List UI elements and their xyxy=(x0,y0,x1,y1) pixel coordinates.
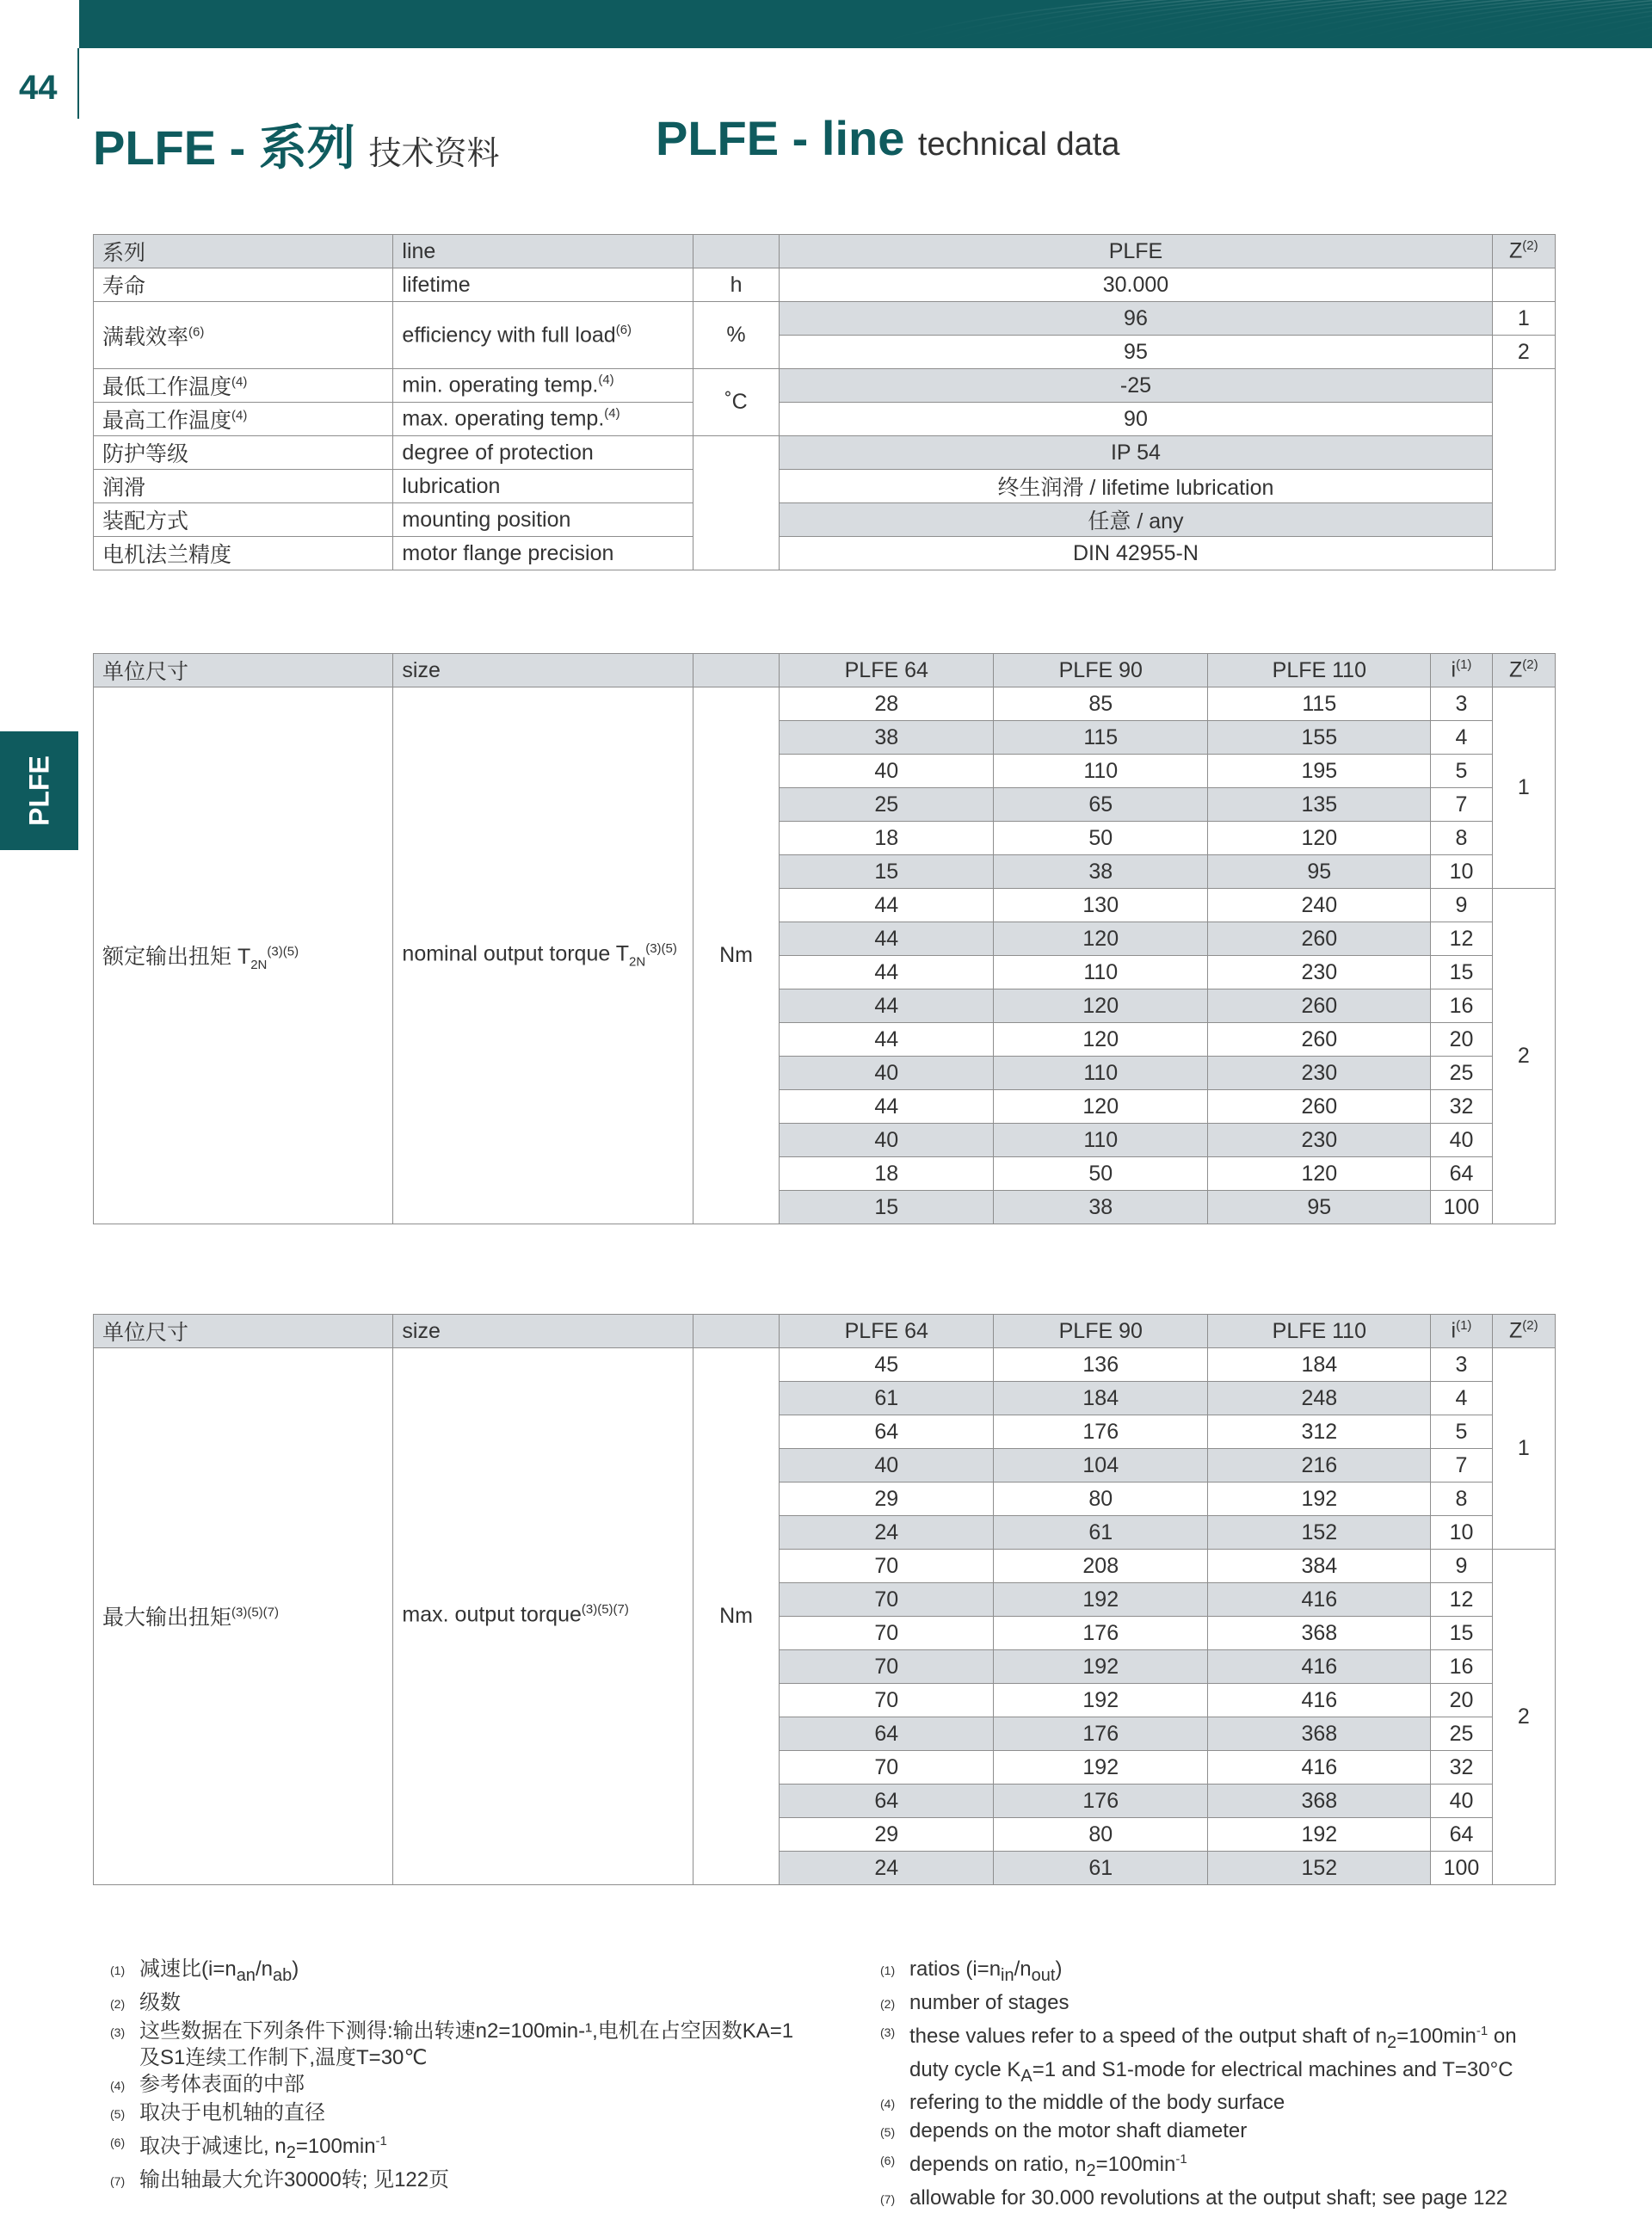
table-cell: 32 xyxy=(1431,1090,1492,1124)
table-cell: 260 xyxy=(1208,922,1431,956)
footnote xyxy=(110,1989,833,2018)
table-cell: 40 xyxy=(780,1449,994,1483)
table-cell: 110 xyxy=(994,755,1208,788)
table-cell: 136 xyxy=(994,1348,1208,1382)
table-cell: 216 xyxy=(1208,1449,1431,1483)
spec-row-mintemp xyxy=(94,369,1556,403)
hdr-en: size xyxy=(393,654,693,687)
table-cell: 64 xyxy=(780,1785,994,1818)
prot-cn: 防护等级 xyxy=(94,436,393,470)
col-header: PLFE 90 xyxy=(994,654,1208,687)
table-cell: 95 xyxy=(1208,1191,1431,1224)
torque-unit: Nm xyxy=(693,1348,779,1885)
table-cell: 12 xyxy=(1431,922,1492,956)
table-cell: 110 xyxy=(994,1124,1208,1157)
table-cell: 368 xyxy=(1208,1617,1431,1650)
table-cell: 135 xyxy=(1208,788,1431,822)
spec-hdr-en: line xyxy=(393,235,693,268)
torque-label-en: nominal output torque $T_{2N}^{(3)(5)}$ xyxy=(393,687,693,1224)
table-cell: 50 xyxy=(994,822,1208,855)
table-cell: 15 xyxy=(780,1191,994,1224)
hdr-cn: 单位尺寸 xyxy=(94,1315,393,1348)
table-cell: 25 xyxy=(1431,1057,1492,1090)
torque-label-en: max. output torque$^{(3)(5)(7)}$ xyxy=(393,1348,693,1885)
torque-header-row xyxy=(94,1315,1556,1348)
hdr-cn: 单位尺寸 xyxy=(94,654,393,687)
table-cell: 40 xyxy=(1431,1124,1492,1157)
spec-header-row xyxy=(94,235,1556,268)
footnote-text: depends on the motor shaft diameter xyxy=(909,2119,1248,2143)
table-cell: 15 xyxy=(780,855,994,889)
table-cell: 64 xyxy=(1431,1157,1492,1191)
prot-en: degree of protection xyxy=(393,436,693,470)
hdr-i: $i^{(1)}$ xyxy=(1431,654,1492,687)
table-row xyxy=(94,1348,1556,1382)
maxtemp-en: max. operating temp.$^{(4)}$ xyxy=(393,403,693,436)
mintemp-en: min. operating temp.$^{(4)}$ xyxy=(393,369,693,403)
table-cell: 100 xyxy=(1431,1191,1492,1224)
side-tab-label: PLFE xyxy=(23,755,54,826)
flange-cn: 电机法兰精度 xyxy=(94,537,393,570)
table-cell: 9 xyxy=(1431,889,1492,922)
title-cn xyxy=(93,110,499,179)
eff-cn: 满载效率$^{(6)}$ xyxy=(94,302,393,369)
table-cell: 260 xyxy=(1208,1090,1431,1124)
maxtemp-cn: 最高工作温度$^{(4)}$ xyxy=(94,403,393,436)
footnote xyxy=(880,2117,1569,2146)
hdr-en: size xyxy=(393,1315,693,1348)
table-cell: 15 xyxy=(1431,956,1492,989)
footnote-number: (6) xyxy=(110,2135,126,2149)
table-cell: 416 xyxy=(1208,1583,1431,1617)
table-cell: 44 xyxy=(780,889,994,922)
mintemp-cn: 最低工作温度$^{(4)}$ xyxy=(94,369,393,403)
table-cell: 192 xyxy=(1208,1483,1431,1516)
table-cell: 85 xyxy=(994,687,1208,721)
table-cell: 230 xyxy=(1208,1057,1431,1090)
table-cell: 368 xyxy=(1208,1785,1431,1818)
table-cell: 15 xyxy=(1431,1617,1492,1650)
mount-cn: 装配方式 xyxy=(94,503,393,537)
table-cell: 100 xyxy=(1431,1852,1492,1885)
footnote xyxy=(110,2071,833,2099)
table-cell: 70 xyxy=(780,1583,994,1617)
table-cell: 45 xyxy=(780,1348,994,1382)
spec-row-protection xyxy=(94,436,1556,470)
footnotes-cn xyxy=(110,1956,833,2195)
table-cell: 5 xyxy=(1431,1415,1492,1449)
spec-hdr-z: $Z^{(2)}$ xyxy=(1492,235,1555,268)
table-cell: 230 xyxy=(1208,1124,1431,1157)
table-cell: 416 xyxy=(1208,1684,1431,1717)
lub-cn: 润滑 xyxy=(94,470,393,503)
table-cell: 115 xyxy=(994,721,1208,755)
footnote-text: allowable for 30.000 revolutions at the output shaft; see page 122 xyxy=(909,2186,1508,2210)
table-cell: 192 xyxy=(994,1650,1208,1684)
table-cell: 70 xyxy=(780,1617,994,1650)
spec-row-flange xyxy=(94,537,1556,570)
table-cell: 8 xyxy=(1431,822,1492,855)
table-cell: 416 xyxy=(1208,1650,1431,1684)
footnote-number: (3) xyxy=(110,2025,126,2039)
table-cell: 192 xyxy=(994,1684,1208,1717)
table-cell: 3 xyxy=(1431,687,1492,721)
spec-table xyxy=(93,234,1556,570)
footnote xyxy=(880,2146,1569,2185)
table-cell: 152 xyxy=(1208,1852,1431,1885)
mintemp-value: -25 xyxy=(780,369,1492,403)
table-row xyxy=(94,687,1556,721)
z-group-1: 1 xyxy=(1492,687,1555,889)
table-cell: 61 xyxy=(780,1382,994,1415)
table-cell: 25 xyxy=(780,788,994,822)
col-header: PLFE 90 xyxy=(994,1315,1208,1348)
table-cell: 44 xyxy=(780,1090,994,1124)
footnote-text: depends on ratio, $n_2=100\min^{-1}$ xyxy=(909,2152,1187,2181)
footnote-text: 级数 xyxy=(139,1990,181,2014)
lifetime-cn: 寿命 xyxy=(94,268,393,302)
table-cell: 10 xyxy=(1431,1516,1492,1550)
table-cell: 7 xyxy=(1431,1449,1492,1483)
footnote-text: refering to the middle of the body surface xyxy=(909,2091,1285,2115)
footnote-text: 减速比$(i=n_{an}/n_{ab})$ xyxy=(139,1957,299,1985)
table-cell: 4 xyxy=(1431,721,1492,755)
table-cell: 25 xyxy=(1431,1717,1492,1751)
table-cell: 120 xyxy=(994,922,1208,956)
table-cell: 38 xyxy=(994,1191,1208,1224)
side-tab xyxy=(0,731,78,850)
temp-unit: ˚C xyxy=(693,369,779,436)
table-cell: 40 xyxy=(780,1124,994,1157)
table-cell: 192 xyxy=(1208,1818,1431,1852)
table-cell: 384 xyxy=(1208,1550,1431,1583)
spec-row-lubrication xyxy=(94,470,1556,503)
table-cell: 152 xyxy=(1208,1516,1431,1550)
table-cell: 155 xyxy=(1208,721,1431,755)
footnote-number: (4) xyxy=(880,2097,896,2111)
table-cell: 120 xyxy=(1208,822,1431,855)
z-group-2: 2 xyxy=(1492,889,1555,1224)
table-cell: 176 xyxy=(994,1717,1208,1751)
hdr-i: $i^{(1)}$ xyxy=(1431,1315,1492,1348)
table-cell: 192 xyxy=(994,1583,1208,1617)
eff-value-1: 96 xyxy=(780,302,1492,336)
footnote-number: (1) xyxy=(880,1963,896,1977)
lifetime-en: lifetime xyxy=(393,268,693,302)
table-cell: 195 xyxy=(1208,755,1431,788)
title-cn-sub: 技术资料 xyxy=(368,136,500,172)
footnote xyxy=(110,2018,833,2071)
table-cell: 38 xyxy=(780,721,994,755)
lub-en: lubrication xyxy=(393,470,693,503)
table-cell: 4 xyxy=(1431,1382,1492,1415)
eff-value-2: 95 xyxy=(780,336,1492,369)
table-cell: 104 xyxy=(994,1449,1208,1483)
footnote-text: 输出轴最大允许30000转; 见122页 xyxy=(139,2167,450,2191)
table-cell: 110 xyxy=(994,956,1208,989)
table-cell: 20 xyxy=(1431,1684,1492,1717)
hdr-z: $Z^{(2)}$ xyxy=(1492,654,1555,687)
table-cell: 32 xyxy=(1431,1751,1492,1785)
lifetime-value: 30.000 xyxy=(780,268,1492,302)
table-cell: 40 xyxy=(780,755,994,788)
eff-z-1: 1 xyxy=(1492,302,1555,336)
table-cell: 7 xyxy=(1431,788,1492,822)
table-cell: 120 xyxy=(994,989,1208,1023)
table-cell: 208 xyxy=(994,1550,1208,1583)
footnote-number: (1) xyxy=(110,1963,126,1977)
table-cell: 50 xyxy=(994,1157,1208,1191)
footnote-number: (6) xyxy=(880,2154,896,2168)
col-header: PLFE 110 xyxy=(1208,654,1431,687)
footnote-number: (5) xyxy=(880,2125,896,2140)
eff-en: efficiency with full load$^{(6)}$ xyxy=(393,302,693,369)
table-cell: 115 xyxy=(1208,687,1431,721)
maxtemp-value: 90 xyxy=(780,403,1492,436)
title-en-sub: technical data xyxy=(917,126,1120,163)
max-torque-table xyxy=(93,1314,1556,1885)
table-cell: 61 xyxy=(994,1516,1208,1550)
footnote-text: these values refer to a speed of the output shaft of $n_2=100\min^{-1}$ on duty cycle $K_A=1$ and S1-mode for electrical machines and T=30°C xyxy=(909,2023,1517,2086)
footnote xyxy=(880,2089,1569,2117)
table-cell: 18 xyxy=(780,822,994,855)
spec-row-maxtemp xyxy=(94,403,1556,436)
table-cell: 95 xyxy=(1208,855,1431,889)
table-cell: 70 xyxy=(780,1751,994,1785)
table-cell: 312 xyxy=(1208,1415,1431,1449)
header-pattern xyxy=(792,0,1652,48)
table-cell: 64 xyxy=(780,1415,994,1449)
table-cell: 9 xyxy=(1431,1550,1492,1583)
spec-hdr-cn: 系列 xyxy=(94,235,393,268)
prot-value: IP 54 xyxy=(780,436,1492,470)
table-cell: 120 xyxy=(1208,1157,1431,1191)
footnote-number: (2) xyxy=(110,1996,126,2011)
page-number-rule xyxy=(77,48,79,119)
table-cell: 240 xyxy=(1208,889,1431,922)
table-cell: 416 xyxy=(1208,1751,1431,1785)
table-cell: 38 xyxy=(994,855,1208,889)
table-cell: 29 xyxy=(780,1818,994,1852)
table-cell: 260 xyxy=(1208,989,1431,1023)
table-cell: 40 xyxy=(780,1057,994,1090)
footnote-number: (2) xyxy=(880,1996,896,2011)
lub-value: 终生润滑 / lifetime lubrication xyxy=(780,470,1492,503)
footnote-number: (7) xyxy=(110,2173,126,2188)
spec-row-mounting xyxy=(94,503,1556,537)
footnotes-en xyxy=(880,1956,1569,2213)
title-cn-main: PLFE - 系列 xyxy=(93,120,355,175)
footnote xyxy=(110,1956,833,1989)
spec-row-efficiency xyxy=(94,302,1556,336)
footnote-text: 这些数据在下列条件下测得:输出转速n2=100min-¹,电机在占空因数KA=1 及S1连续工作制下,温度T=30℃ xyxy=(139,2019,794,2069)
nominal-torque-table xyxy=(93,653,1556,1224)
footnote-text: 取决于减速比, $n_2=100\min^{-1}$ xyxy=(139,2133,387,2162)
table-cell: 8 xyxy=(1431,1483,1492,1516)
title-en xyxy=(656,110,1119,166)
table-cell: 16 xyxy=(1431,1650,1492,1684)
footnote xyxy=(880,2185,1569,2213)
spec-hdr-val: PLFE xyxy=(780,235,1492,268)
table-cell: 110 xyxy=(994,1057,1208,1090)
eff-unit: % xyxy=(693,302,779,369)
eff-z-2: 2 xyxy=(1492,336,1555,369)
footnote-text: number of stages xyxy=(909,1990,1069,2014)
table-cell: 120 xyxy=(994,1090,1208,1124)
lifetime-unit: h xyxy=(693,268,779,302)
spec-row-lifetime xyxy=(94,268,1556,302)
z-group-2: 2 xyxy=(1492,1550,1555,1885)
flange-value: DIN 42955-N xyxy=(780,537,1492,570)
table-cell: 368 xyxy=(1208,1717,1431,1751)
table-cell: 5 xyxy=(1431,755,1492,788)
table-cell: 44 xyxy=(780,956,994,989)
footnote-number: (4) xyxy=(110,2078,126,2093)
z-group-1: 1 xyxy=(1492,1348,1555,1550)
hdr-z: $Z^{(2)}$ xyxy=(1492,1315,1555,1348)
footnote xyxy=(110,2099,833,2128)
table-cell: 184 xyxy=(1208,1348,1431,1382)
footnote-text: ratios $(i=n_{in}/n_{out})$ xyxy=(909,1957,1063,1985)
torque-label-cn: 额定输出扭矩 $T_{2N}^{(3)(5)}$ xyxy=(94,687,393,1224)
footnote-number: (7) xyxy=(880,2192,896,2207)
col-header: PLFE 64 xyxy=(780,1315,994,1348)
table-cell: 16 xyxy=(1431,989,1492,1023)
table-cell: 44 xyxy=(780,989,994,1023)
table-cell: 24 xyxy=(780,1852,994,1885)
footnote xyxy=(880,2018,1569,2090)
table-cell: 80 xyxy=(994,1483,1208,1516)
table-cell: 192 xyxy=(994,1751,1208,1785)
table-cell: 176 xyxy=(994,1415,1208,1449)
table-cell: 40 xyxy=(1431,1785,1492,1818)
table-cell: 64 xyxy=(1431,1818,1492,1852)
footnote-number: (5) xyxy=(110,2106,126,2121)
table-cell: 70 xyxy=(780,1650,994,1684)
table-cell: 20 xyxy=(1431,1023,1492,1057)
torque-header-row xyxy=(94,654,1556,687)
table-cell: 29 xyxy=(780,1483,994,1516)
title-en-main: PLFE - line xyxy=(656,111,905,165)
table-cell: 10 xyxy=(1431,855,1492,889)
table-cell: 64 xyxy=(780,1717,994,1751)
table-cell: 28 xyxy=(780,687,994,721)
table-cell: 12 xyxy=(1431,1583,1492,1617)
footnote xyxy=(880,1989,1569,2018)
footnote-text: 取决于电机轴的直径 xyxy=(139,2100,325,2124)
table-cell: 184 xyxy=(994,1382,1208,1415)
col-header: PLFE 110 xyxy=(1208,1315,1431,1348)
table-cell: 80 xyxy=(994,1818,1208,1852)
mount-en: mounting position xyxy=(393,503,693,537)
table-cell: 176 xyxy=(994,1785,1208,1818)
table-cell: 260 xyxy=(1208,1023,1431,1057)
table-cell: 65 xyxy=(994,788,1208,822)
table-cell: 44 xyxy=(780,1023,994,1057)
header-band xyxy=(79,0,1652,48)
page-number: 44 xyxy=(19,69,58,107)
table-cell: 24 xyxy=(780,1516,994,1550)
table-cell: 120 xyxy=(994,1023,1208,1057)
footnote-number: (3) xyxy=(880,2025,896,2039)
table-cell: 70 xyxy=(780,1550,994,1583)
footnote xyxy=(880,1956,1569,1989)
footnote xyxy=(110,2167,833,2195)
col-header: PLFE 64 xyxy=(780,654,994,687)
table-cell: 230 xyxy=(1208,956,1431,989)
flange-en: motor flange precision xyxy=(393,537,693,570)
footnote xyxy=(110,2128,833,2167)
torque-unit: Nm xyxy=(693,687,779,1224)
table-cell: 70 xyxy=(780,1684,994,1717)
table-cell: 176 xyxy=(994,1617,1208,1650)
table-cell: 18 xyxy=(780,1157,994,1191)
table-cell: 44 xyxy=(780,922,994,956)
torque-label-cn: 最大输出扭矩$^{(3)(5)(7)}$ xyxy=(94,1348,393,1885)
table-cell: 130 xyxy=(994,889,1208,922)
mount-value: 任意 / any xyxy=(780,503,1492,537)
footnote-text: 参考体表面的中部 xyxy=(139,2072,305,2096)
table-cell: 61 xyxy=(994,1852,1208,1885)
table-cell: 248 xyxy=(1208,1382,1431,1415)
table-cell: 3 xyxy=(1431,1348,1492,1382)
